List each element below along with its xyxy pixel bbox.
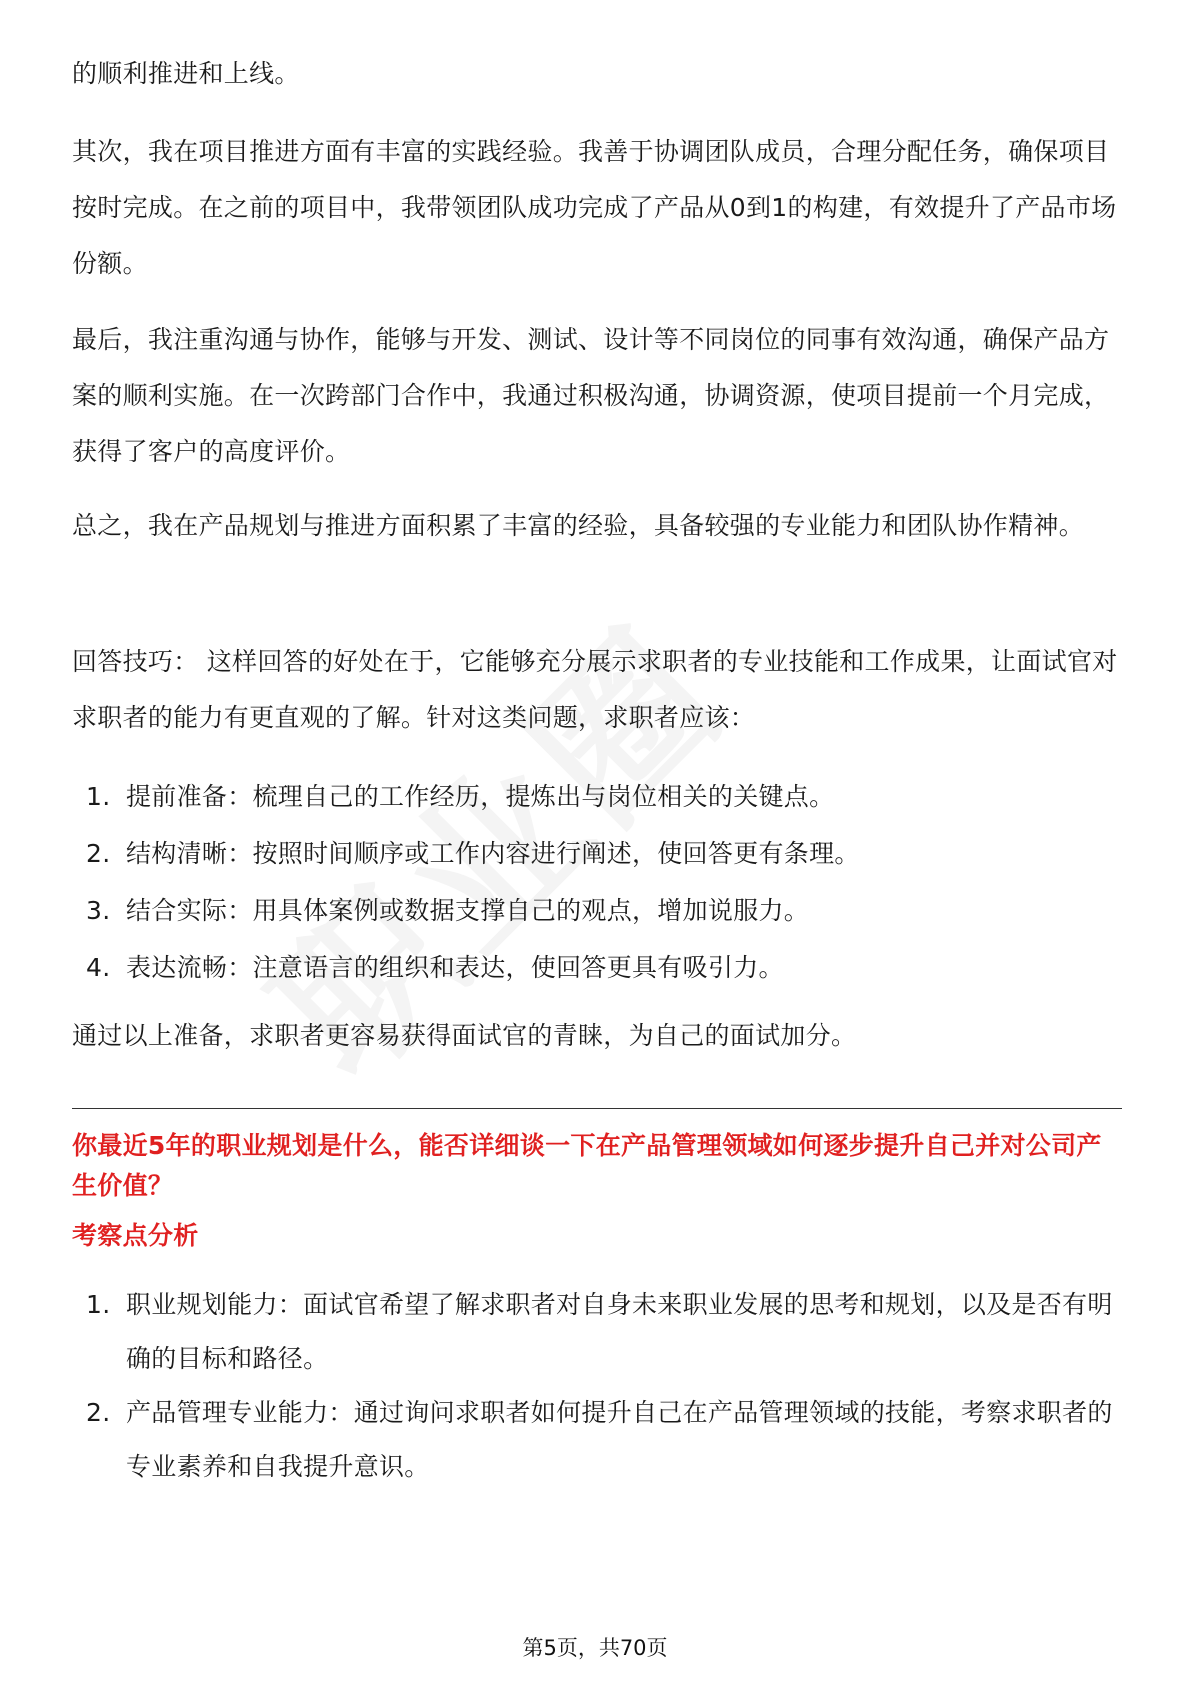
- tips-list: [72, 768, 1122, 996]
- list-text: 结合实际：用具体案例或数据支撑自己的观点，增加说服力。: [126, 896, 810, 925]
- list-item: [72, 882, 1122, 939]
- list-number: 1.: [86, 1290, 111, 1319]
- analysis-heading: 考察点分析: [72, 1221, 199, 1250]
- section-divider: [72, 1108, 1122, 1109]
- list-number: 1.: [86, 782, 111, 811]
- paragraph-conclusion: 通过以上准备，求职者更容易获得面试官的青睐，为自己的面试加分。: [72, 1021, 857, 1050]
- list-item: [72, 1278, 1122, 1386]
- list-number: 3.: [86, 896, 111, 925]
- list-item: [72, 768, 1122, 825]
- list-text: 提前准备：梳理自己的工作经历，提炼出与岗位相关的关键点。: [126, 782, 835, 811]
- question-title: 你最近5年的职业规划是什么，能否详细谈一下在产品管理领域如何逐步提升自己并对公司产生价值？: [72, 1131, 1102, 1200]
- paragraph-answer-tips: 回答技巧： 这样回答的好处在于，它能够充分展示求职者的专业技能和工作成果，让面试官对求职者的能力有更直观的了解。针对这类问题，求职者应该：: [72, 647, 1118, 732]
- page-number: 第5页，共70页: [522, 1636, 668, 1660]
- paragraph-second: 其次，我在项目推进方面有丰富的实践经验。我善于协调团队成员，合理分配任务，确保项目按时完成。在之前的项目中，我带领团队成功完成了产品从0到1的构建，有效提升了产品市场份额。: [72, 137, 1117, 278]
- list-text: 职业规划能力：面试官希望了解求职者对自身未来职业发展的思考和规划，以及是否有明确的目标和路径。: [126, 1290, 1113, 1373]
- list-item: [72, 939, 1122, 996]
- list-number: 2.: [86, 1398, 111, 1427]
- paragraph-finally: 最后，我注重沟通与协作，能够与开发、测试、设计等不同岗位的同事有效沟通，确保产品方案的顺利实施。在一次跨部门合作中，我通过积极沟通，协调资源，使项目提前一个月完成，获得了客户的高度评价。: [72, 325, 1110, 466]
- analysis-list: [72, 1278, 1122, 1494]
- list-number: 4.: [86, 953, 111, 982]
- list-text: 产品管理专业能力：通过询问求职者如何提升自己在产品管理领域的技能，考察求职者的专业素养和自我提升意识。: [126, 1398, 1113, 1481]
- paragraph-continuation: 的顺利推进和上线。: [72, 59, 300, 88]
- list-item: [72, 825, 1122, 882]
- list-item: [72, 1386, 1122, 1494]
- paragraph-summary: 总之，我在产品规划与推进方面积累了丰富的经验，具备较强的专业能力和团队协作精神。: [72, 511, 1085, 540]
- document-page: [72, 0, 1122, 1684]
- list-number: 2.: [86, 839, 111, 868]
- list-text: 结构清晰：按照时间顺序或工作内容进行阐述，使回答更有条理。: [126, 839, 860, 868]
- list-text: 表达流畅：注意语言的组织和表达，使回答更具有吸引力。: [126, 953, 784, 982]
